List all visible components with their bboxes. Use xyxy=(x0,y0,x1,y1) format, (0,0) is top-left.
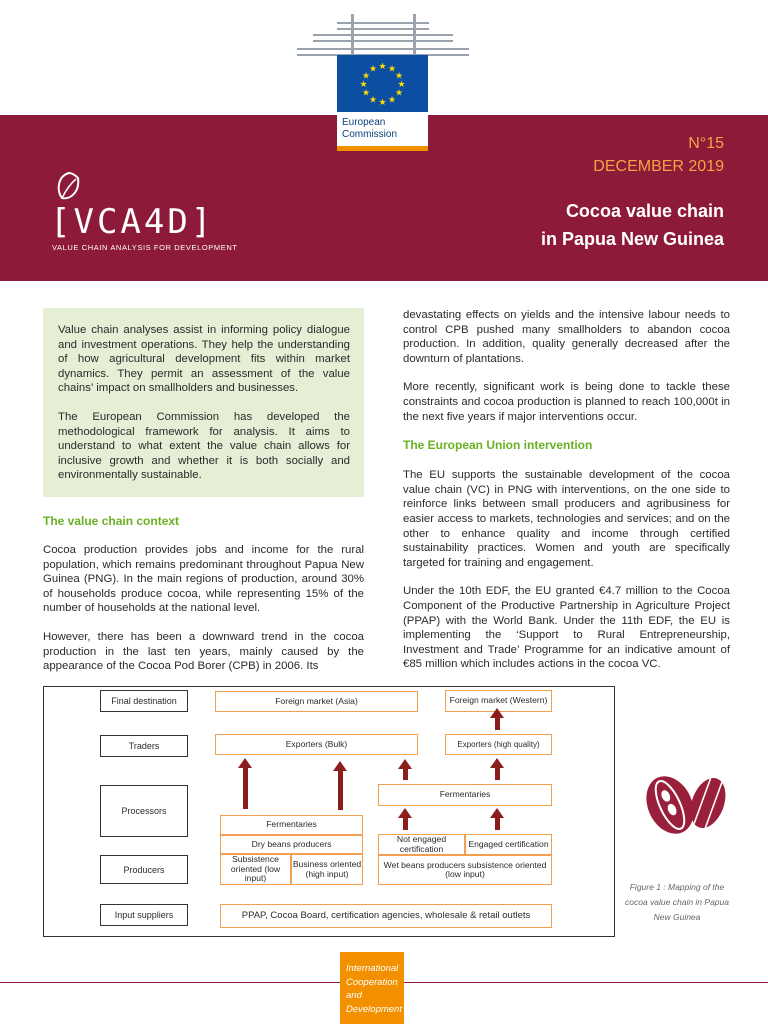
issue-number: N°15 xyxy=(688,135,724,152)
section-heading-eu: The European Union intervention xyxy=(403,438,593,453)
box-foreign-market-western: Foreign market (Western) xyxy=(445,690,552,712)
vca4d-tagline: VALUE CHAIN ANALYSIS FOR DEVELOPMENT xyxy=(52,243,238,252)
box-dry-beans-producers: Dry beans producers xyxy=(220,835,363,854)
box-not-engaged-certification: Not engaged certification xyxy=(378,834,465,855)
svg-text:★: ★ xyxy=(397,80,406,90)
svg-text:★: ★ xyxy=(394,88,404,99)
arrow-up-icon xyxy=(403,817,408,830)
row-label-processors: Processors xyxy=(100,785,188,837)
arrow-up-icon xyxy=(495,717,500,730)
value-chain-figure xyxy=(43,686,615,937)
svg-text:★: ★ xyxy=(361,71,371,82)
box-input-suppliers: PPAP, Cocoa Board, certification agencies, wholesale & retail outlets xyxy=(220,904,552,928)
row-label-traders: Traders xyxy=(100,735,188,757)
left-column xyxy=(43,543,364,674)
footer-dg-label: International Cooperation and Development xyxy=(346,963,402,1015)
right-paragraph-4: Under the 10th EDF, the EU granted €4.7 million to the Cocoa Component of the Productive Partnership in Agriculture Project (PPAP) with the World Bank. Under the 11th EDF, the EU is implementing the ‘Support to Rural Entrepreneurship, Investment and Trade’ Programme for an indicative amount of €85 million which includes actions in the cocoa VC. xyxy=(403,585,730,671)
box-foreign-market-asia: Foreign market (Asia) xyxy=(215,691,418,712)
context-paragraph-2: However, there has been a downward trend in the cocoa production in the last ten years, mainly caused by the appearance of the Cocoa Pod Borer (CPB) in 2006. Its xyxy=(43,630,364,673)
eu-stars-icon xyxy=(337,55,428,112)
box-exporters-high-quality: Exporters (high quality) xyxy=(445,734,552,755)
box-engaged-certification: Engaged certification xyxy=(465,834,552,855)
eu-flag xyxy=(337,55,428,112)
box-exporters-bulk: Exporters (Bulk) xyxy=(215,734,418,755)
title-line-1: Cocoa value chain xyxy=(565,201,724,221)
box-fermentaries-right: Fermentaries xyxy=(378,784,552,806)
svg-text:★: ★ xyxy=(394,71,404,82)
ec-accent-bar xyxy=(337,146,428,151)
ec-building-logo xyxy=(293,14,473,58)
svg-text:★: ★ xyxy=(387,64,397,75)
row-label-producers: Producers xyxy=(100,855,188,884)
arrow-up-icon xyxy=(243,767,248,809)
arrow-up-icon xyxy=(495,767,500,780)
svg-text:★: ★ xyxy=(378,62,387,72)
row-label-input-suppliers: Input suppliers xyxy=(100,904,188,926)
svg-text:★: ★ xyxy=(359,80,368,90)
svg-text:★: ★ xyxy=(387,95,397,106)
svg-text:★: ★ xyxy=(378,98,387,108)
leaf-icon xyxy=(52,170,86,204)
box-subsistence-oriented: Subsistence oriented (low input) xyxy=(220,854,291,885)
right-paragraph-3: The EU supports the sustainable development of the cocoa value chain (VC) in PNG with interventions, on the one side to reinforce links between small producers and agribusiness for easier access to markets, technologies and services; and on the other to enhance quality and income through certified sustainability practices. Women and youth are specifically targeted for training and engagement. xyxy=(403,469,730,569)
box-business-oriented: Business oriented (high input) xyxy=(291,854,363,885)
section-heading-context: The value chain context xyxy=(43,514,180,528)
row-label-final-destination: Final destination xyxy=(100,690,188,712)
right-paragraph-1: devastating effects on yields and the intensive labour needs to control CPB pushed many smallholders to abandon cocoa production. In addition, quality generally decreased after the downturn of plantations. xyxy=(403,309,730,365)
right-paragraph-2: More recently, significant work is being done to tackle these constraints and cocoa production is planned to reach 100,000t in the next five years if major interventions occur. xyxy=(403,381,730,423)
svg-text:★: ★ xyxy=(368,64,378,75)
box-wet-beans-producers: Wet beans producers subsistence oriented (low input) xyxy=(378,855,552,885)
cocoa-pod-icon xyxy=(640,765,732,837)
ec-label: European Commission xyxy=(342,117,398,140)
svg-text:★: ★ xyxy=(368,95,378,106)
box-fermentaries-left: Fermentaries xyxy=(220,815,363,835)
intro-paragraph-2: The European Commission has developed the methodological framework for analysis. It aims to understand to what extent the value chain allows for inclusive growth and whether it is both socially and environmentally sustainable. xyxy=(58,410,350,482)
intro-text xyxy=(58,323,350,483)
figure-caption: Figure 1 : Mapping of the cocoa value chain in Papua New Guinea xyxy=(625,882,729,922)
svg-text:★: ★ xyxy=(361,88,371,99)
intro-paragraph-1: Value chain analyses assist in informing policy dialogue and investment operations. They help the understanding of how agricultural development fits within market dynamics. They permit an assessment of the value chains’ impact on smallholders and businesses. xyxy=(58,324,350,395)
issue-date: DECEMBER 2019 xyxy=(593,158,724,175)
arrow-up-icon xyxy=(403,768,408,780)
arrow-up-icon xyxy=(338,770,343,810)
context-paragraph-1: Cocoa production provides jobs and income for the rural population, which remains predominant throughout Papua New Guinea (PNG). In the main regions of production, around 30% of households produce cocoa, while representing 15% of the number of households at the national level. xyxy=(43,544,364,615)
arrow-up-icon xyxy=(495,817,500,830)
right-column xyxy=(403,308,730,672)
vca4d-logo: [VCA4D] xyxy=(50,202,215,242)
title-line-2: in Papua New Guinea xyxy=(540,229,724,249)
